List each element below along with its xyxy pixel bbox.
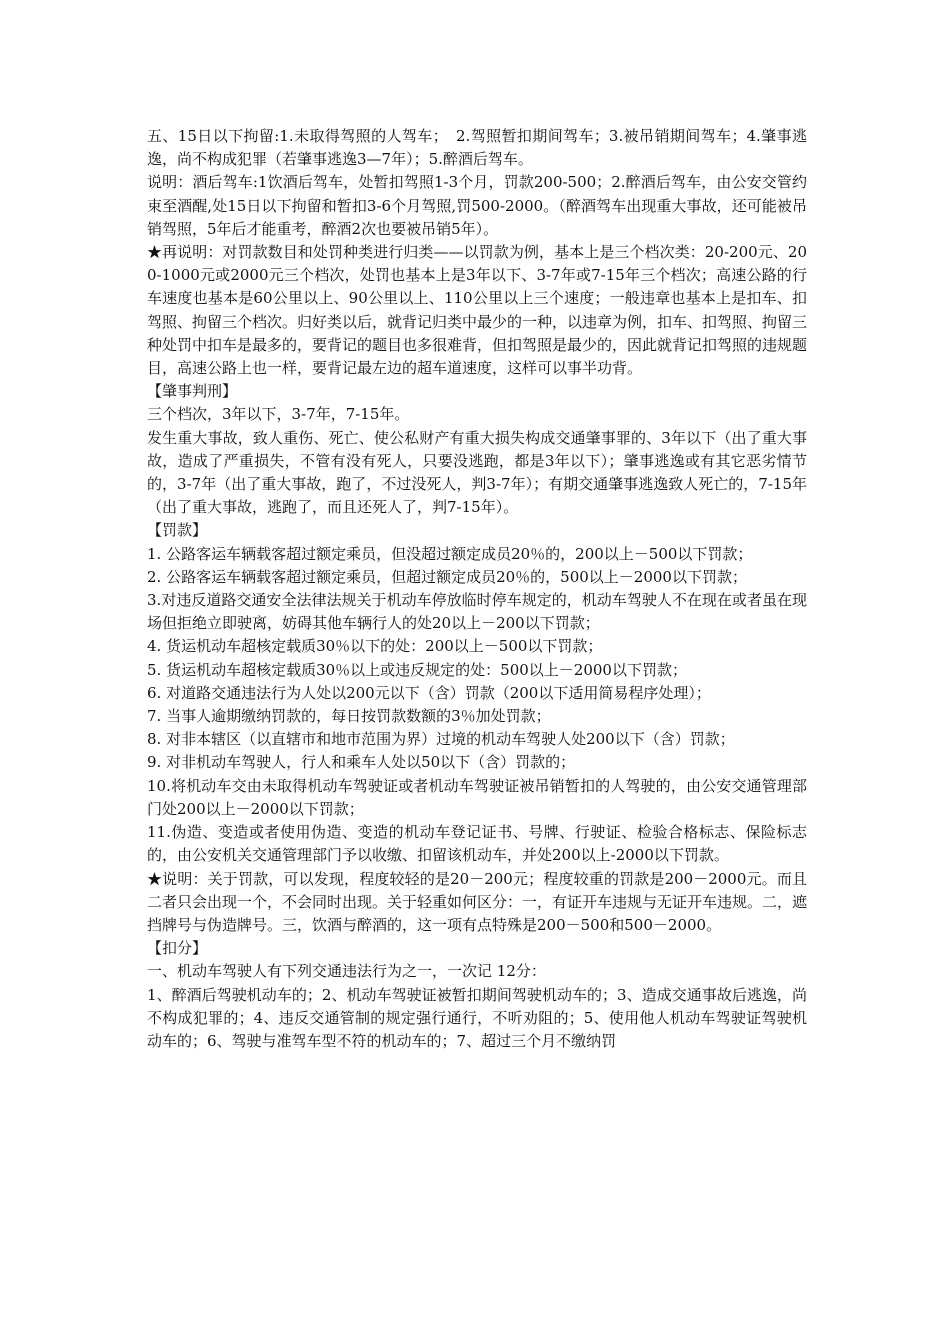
fine-item-8: 8. 对非本辖区（以直辖市和地市范围为界）过境的机动车驾驶人处200以下（含）罚款； <box>147 730 735 749</box>
fine-item-3: 3.对违反道路交通安全法律法规关于机动车停放临时停车规定的，机动车驾驶人不在现在或者虽在现场但拒绝立即驶离，妨碍其他车辆行人的处20以上－200以下罚款； <box>147 591 807 633</box>
section-heading-points: 【扣分】 <box>147 939 208 958</box>
paragraph-three-levels: 三个档次，3年以下，3-7年，7-15年。 <box>147 405 410 424</box>
fine-item-5: 5. 货运机动车超核定载质30％以上或违反规定的处：500以上－2000以下罚款； <box>147 660 687 679</box>
paragraph-drunk-driving-note: 说明：酒后驾车:1饮酒后驾车，处暂扣驾照1-3个月，罚款200-500；2.醉酒后驾车，由公安交管约束至酒醒,处15日以下拘留和暂扣3-6个月驾照,罚500-2000。（醉酒驾车出现重大事故，还可能被吊销驾照，5年后才能重考，醉酒2次也要被吊销5年）。 <box>147 173 807 238</box>
fine-item-2: 2. 公路客运车辆载客超过额定乘员，但超过额定成员20％的，500以上－2000以下罚款； <box>147 567 747 586</box>
document-page <box>147 125 807 1053</box>
paragraph-points-list: 1、醉酒后驾驶机动车的；2、机动车驾驶证被暂扣期间驾驶机动车的；3、造成交通事故后逃逸，尚不构成犯罪的；4、违反交通管制的规定强行通行，不听劝阻的；5、使用他人机动车驾驶证驾驶机动车的；6、驾驶与准驾车型不符的机动车的；7、超过三个月不缴纳罚 <box>147 985 807 1050</box>
paragraph-classification-note: ★再说明：对罚款数目和处罚种类进行归类——以罚款为例，基本上是三个档次类：20-200元、200-1000元或2000元三个档次，处罚也基本上是3年以下、3-7年或7-15年三个档次；高速公路的行车速度也基本是60公里以上、90公里以上、110公里以上三个速度；一般违章也基本上是扣车、扣驾照、拘留三个档次。归好类以后，就背记归类中最少的一种，以违章为例，扣车、扣驾照、拘留三种处罚中扣车是最多的，要背记的题目也多很难背，但扣驾照是最少的，因此就背记扣驾照的违规题目，高速公路上也一样，要背记最左边的超车道速度，这样可以事半功背。 <box>147 243 808 378</box>
fine-item-6: 6. 对道路交通违法行为人处以200元以下（含）罚款（200以下适用简易程序处理）； <box>147 683 711 702</box>
paragraph-accident-details: 发生重大事故，致人重伤、死亡、使公私财产有重大损失构成交通肇事罪的、3年以下（出了重大事故，造成了严重损失，不管有没有死人，只要没逃跑，都是3年以下）；肇事逃逸或有其它恶劣情节的，3-7年（出了重大事故，跑了，不过没死人，判3-7年）；有期交通肇事逃逸致人死亡的，7-15年（出了重大事故，逃跑了，而且还死人了，判7-15年）。 <box>147 428 807 517</box>
fine-item-11: 11.伪造、变造或者使用伪造、变造的机动车登记证书、号牌、行驶证、检验合格标志、保险标志的，由公安机关交通管理部门予以收缴、扣留该机动车，并处200以上-2000以下罚款。 <box>147 823 807 865</box>
fine-item-10: 10.将机动车交由未取得机动车驾驶证或者机动车驾驶证被吊销暂扣的人驾驶的，由公安交通管理部门处200以上－2000以下罚款； <box>147 776 807 818</box>
section-heading-fines: 【罚款】 <box>147 521 208 540</box>
fine-item-7: 7. 当事人逾期缴纳罚款的，每日按罚款数额的3％加处罚款； <box>147 707 551 726</box>
paragraph-fines-note: ★说明：关于罚款，可以发现，程度较轻的是20－200元；程度较重的罚款是200－2000元。而且二者只会出现一个，不会同时出现。关于轻重如何区分：一，有证开车违规与无证开车违规。二，遮挡牌号与伪造牌号。三，饮酒与醉酒的，这一项有点特殊是200－500和500－2000。 <box>147 869 808 934</box>
fine-item-9: 9. 对非机动车驾驶人，行人和乘车人处以50以下（含）罚款的； <box>147 753 576 772</box>
fine-item-1: 1. 公路客运车辆载客超过额定乘员，但没超过额定成员20％的，200以上－500以下罚款； <box>147 544 753 563</box>
section-heading-accident-sentencing: 【肇事判刑】 <box>147 382 238 401</box>
paragraph-detention: 五、15日以下拘留:1.未取得驾照的人驾车； 2.驾照暂扣期间驾车；3.被吊销期间驾车；4.肇事逃逸，尚不构成犯罪（若肇事逃逸3—7年）；5.醉酒后驾车。 <box>147 127 807 169</box>
paragraph-points-intro: 一、机动车驾驶人有下列交通违法行为之一，一次记 12分： <box>147 962 546 981</box>
fine-item-4: 4. 货运机动车超核定载质30％以下的处：200以上－500以下罚款； <box>147 637 603 656</box>
